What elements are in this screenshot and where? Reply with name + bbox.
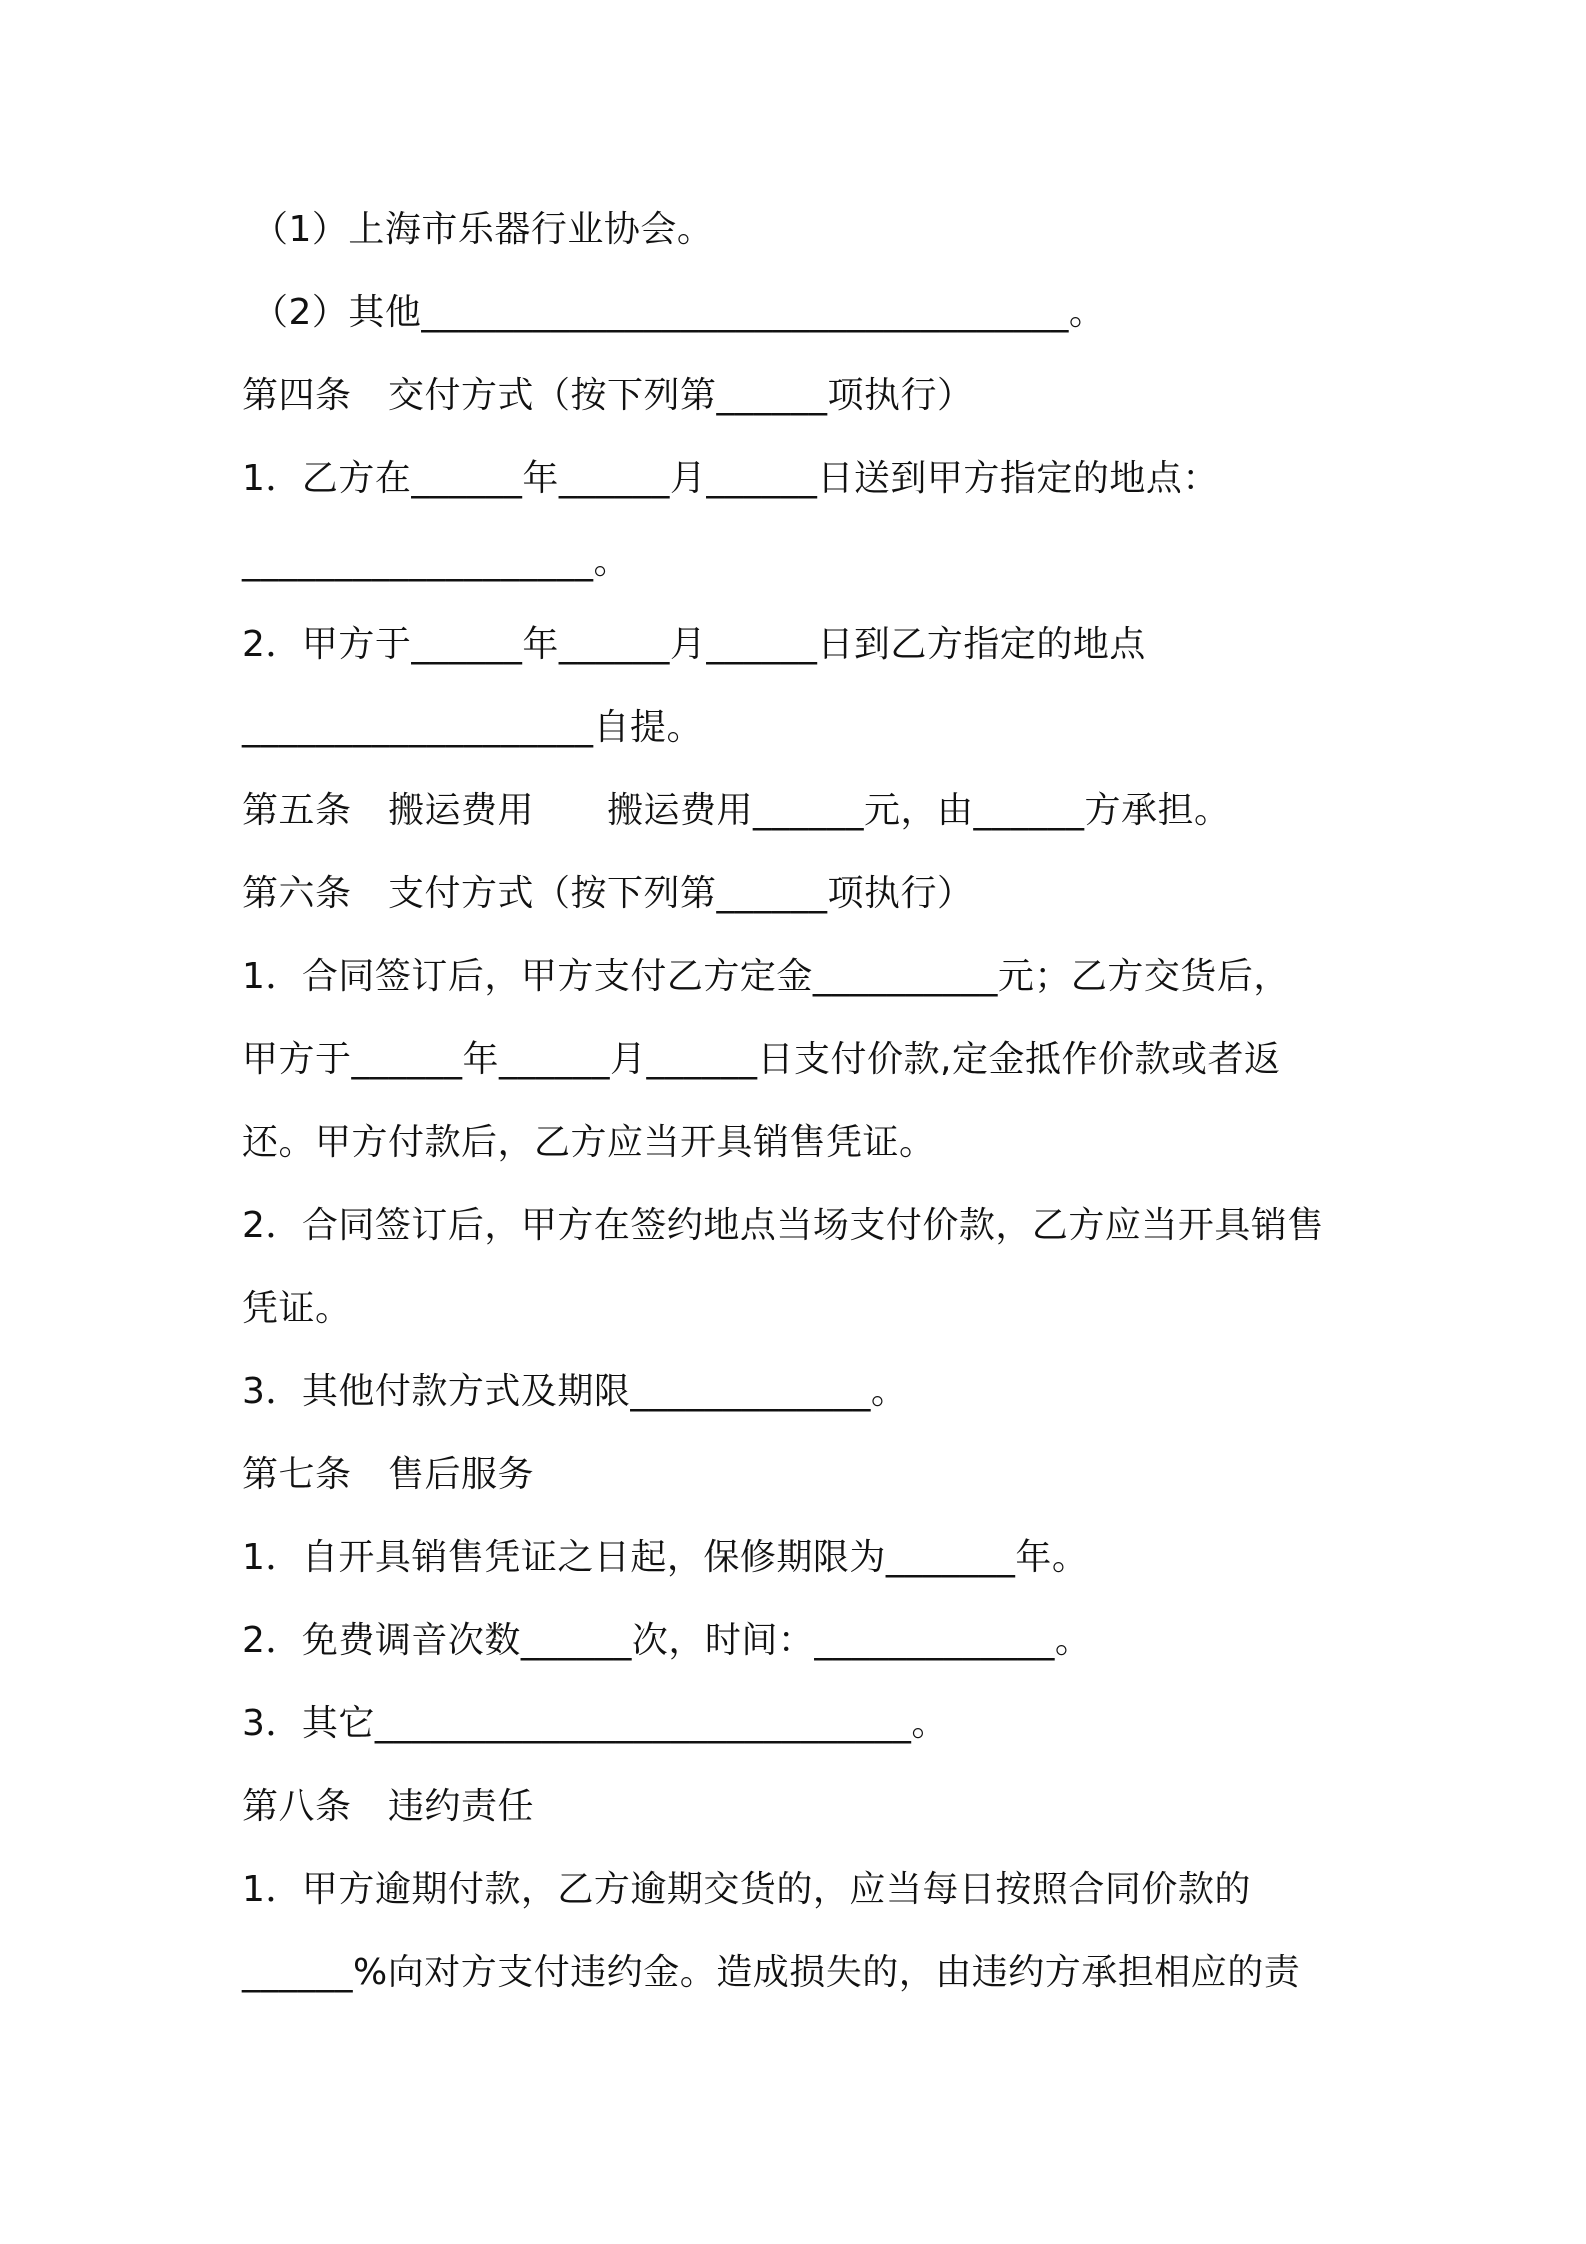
payment-option-3: 3．其他付款方式及期限_____________。 bbox=[242, 1371, 908, 1412]
delivery-option-2-address: ___________________自提。 bbox=[242, 707, 704, 748]
article-4-heading: 第四条 交付方式（按下列第______项执行） bbox=[242, 375, 974, 416]
breach-clause-line-2: ______%向对方支付违约金。造成损失的，由违约方承担相应的责 bbox=[242, 1952, 1301, 1993]
item-shanghai-association: （1）上海市乐器行业协会。 bbox=[252, 209, 714, 250]
payment-option-1-line-1: 1．合同签订后，甲方支付乙方定金__________元；乙方交货后， bbox=[242, 956, 1290, 997]
delivery-option-1: 1．乙方在______年______月______日送到甲方指定的地点： bbox=[242, 458, 1219, 499]
delivery-option-1-address: ___________________。 bbox=[242, 541, 630, 582]
payment-option-1-line-2: 甲方于______年______月______日支付价款,定金抵作价款或者返 bbox=[242, 1039, 1281, 1080]
article-6-heading: 第六条 支付方式（按下列第______项执行） bbox=[242, 873, 974, 914]
payment-option-2-line-1: 2．合同签订后，甲方在签约地点当场支付价款，乙方应当开具销售 bbox=[242, 1205, 1324, 1246]
article-5-transport-cost: 第五条 搬运费用 搬运费用______元，由______方承担。 bbox=[242, 790, 1231, 831]
after-sales-other: 3．其它_____________________________。 bbox=[242, 1703, 948, 1744]
article-7-heading: 第七条 售后服务 bbox=[242, 1454, 535, 1495]
free-tuning: 2．免费调音次数______次，时间：_____________。 bbox=[242, 1620, 1092, 1661]
warranty-period: 1．自开具销售凭证之日起，保修期限为_______年。 bbox=[242, 1537, 1089, 1578]
breach-clause-line-1: 1．甲方逾期付款，乙方逾期交货的，应当每日按照合同价款的 bbox=[242, 1869, 1251, 1910]
item-other-organization: （2）其他___________________________________。 bbox=[252, 292, 1106, 333]
article-8-heading: 第八条 违约责任 bbox=[242, 1786, 535, 1827]
delivery-option-2: 2．甲方于______年______月______日到乙方指定的地点 bbox=[242, 624, 1146, 665]
payment-option-2-line-2: 凭证。 bbox=[242, 1288, 352, 1329]
payment-option-1-line-3: 还。甲方付款后，乙方应当开具销售凭证。 bbox=[242, 1122, 936, 1163]
